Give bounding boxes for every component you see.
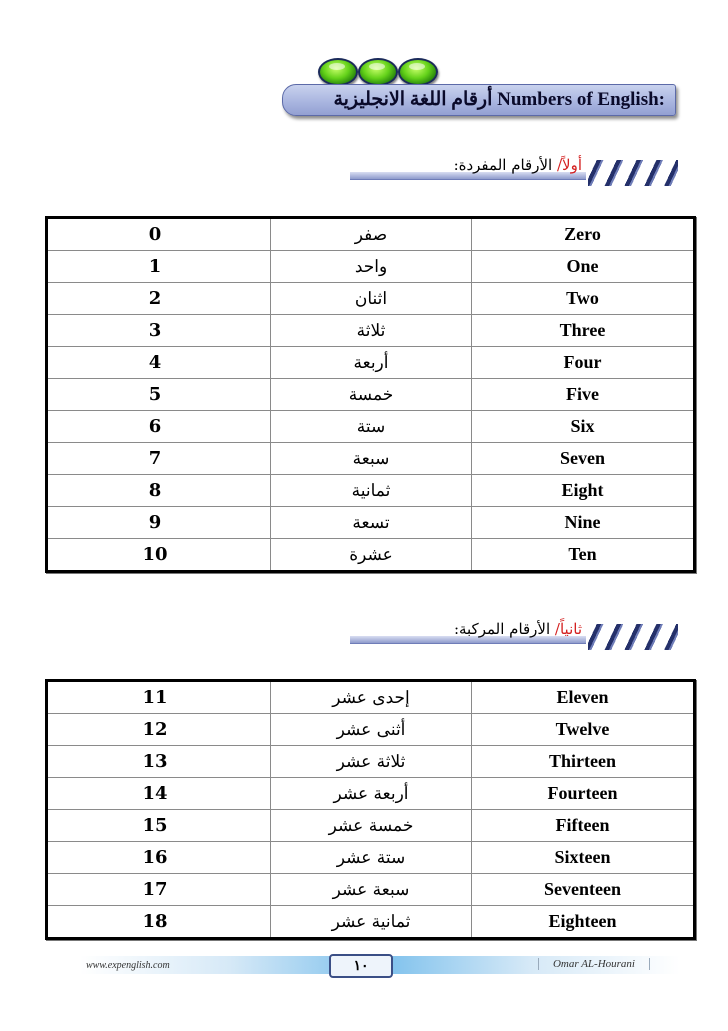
compounds-table [45,679,696,940]
arabic-word-cell: ثلاثة [271,315,472,347]
english-word-cell: Zero [472,218,695,251]
english-word-cell: Fourteen [472,778,695,810]
number-cell: 8 [47,475,271,507]
arabic-word-cell: ستة عشر [271,842,472,874]
number-cell: 7 [47,443,271,475]
number-cell: 5 [47,379,271,411]
number-cell: 9 [47,507,271,539]
table-row [47,681,695,714]
footer-author: Omar AL-Hourani [538,958,650,970]
number-cell: 0 [47,218,271,251]
arabic-word-cell: ستة [271,411,472,443]
table-row [47,842,695,874]
number-cell: 10 [47,539,271,572]
table-row [47,218,695,251]
english-word-cell: Six [472,411,695,443]
english-word-cell: Four [472,347,695,379]
number-cell: 17 [47,874,271,906]
page-number: ١٠ [329,954,393,978]
section-title: ثانياً/ الأرقام المركبة: [453,620,582,638]
table-row [47,507,695,539]
table-row [47,874,695,906]
arabic-word-cell: واحد [271,251,472,283]
english-word-cell: Two [472,283,695,315]
number-cell: 4 [47,347,271,379]
table-row [47,379,695,411]
arabic-word-cell: ثمانية [271,475,472,507]
arabic-word-cell: تسعة [271,507,472,539]
number-cell: 12 [47,714,271,746]
slash-stripes-icon [588,624,678,650]
table-row [47,714,695,746]
table-row [47,443,695,475]
slash-stripes-icon [588,160,678,186]
arabic-word-cell: سبعة [271,443,472,475]
arabic-word-cell: اثنان [271,283,472,315]
section-header-singles [350,156,678,184]
english-word-cell: Three [472,315,695,347]
arabic-word-cell: إحدى عشر [271,681,472,714]
number-cell: 2 [47,283,271,315]
table-row [47,539,695,572]
green-orb-icon [318,58,358,86]
table-row [47,906,695,939]
arabic-word-cell: خمسة [271,379,472,411]
arabic-word-cell: ثمانية عشر [271,906,472,939]
english-word-cell: Nine [472,507,695,539]
footer-website: www.expenglish.com [86,960,170,971]
table-row [47,746,695,778]
arabic-word-cell: أربعة [271,347,472,379]
table-row [47,411,695,443]
table-row [47,315,695,347]
arabic-word-cell: ثلاثة عشر [271,746,472,778]
arabic-word-cell: صفر [271,218,472,251]
arabic-word-cell: خمسة عشر [271,810,472,842]
green-orb-icon [358,58,398,86]
page-title: أرقام اللغة الانجليزية Numbers of English: [333,89,665,110]
number-cell: 11 [47,681,271,714]
arabic-word-cell: عشرة [271,539,472,572]
table-row [47,347,695,379]
english-word-cell: Eighteen [472,906,695,939]
table-row [47,283,695,315]
table-row [47,251,695,283]
english-word-cell: Eight [472,475,695,507]
table-row [47,475,695,507]
number-cell: 1 [47,251,271,283]
green-orb-icon [398,58,438,86]
number-cell: 3 [47,315,271,347]
english-word-cell: Seven [472,443,695,475]
section-header-compounds [350,620,678,648]
number-cell: 13 [47,746,271,778]
singles-table [45,216,696,573]
english-word-cell: One [472,251,695,283]
english-word-cell: Twelve [472,714,695,746]
number-cell: 18 [47,906,271,939]
table-row [47,810,695,842]
english-word-cell: Sixteen [472,842,695,874]
arabic-word-cell: سبعة عشر [271,874,472,906]
english-word-cell: Thirteen [472,746,695,778]
number-cell: 15 [47,810,271,842]
english-word-cell: Eleven [472,681,695,714]
section-title: أولاً/ الأرقام المفردة: [453,156,582,174]
arabic-word-cell: أثنى عشر [271,714,472,746]
english-word-cell: Fifteen [472,810,695,842]
number-cell: 16 [47,842,271,874]
number-cell: 6 [47,411,271,443]
english-word-cell: Ten [472,539,695,572]
english-word-cell: Seventeen [472,874,695,906]
header-banner [282,84,676,116]
english-word-cell: Five [472,379,695,411]
table-row [47,778,695,810]
arabic-word-cell: أربعة عشر [271,778,472,810]
number-cell: 14 [47,778,271,810]
